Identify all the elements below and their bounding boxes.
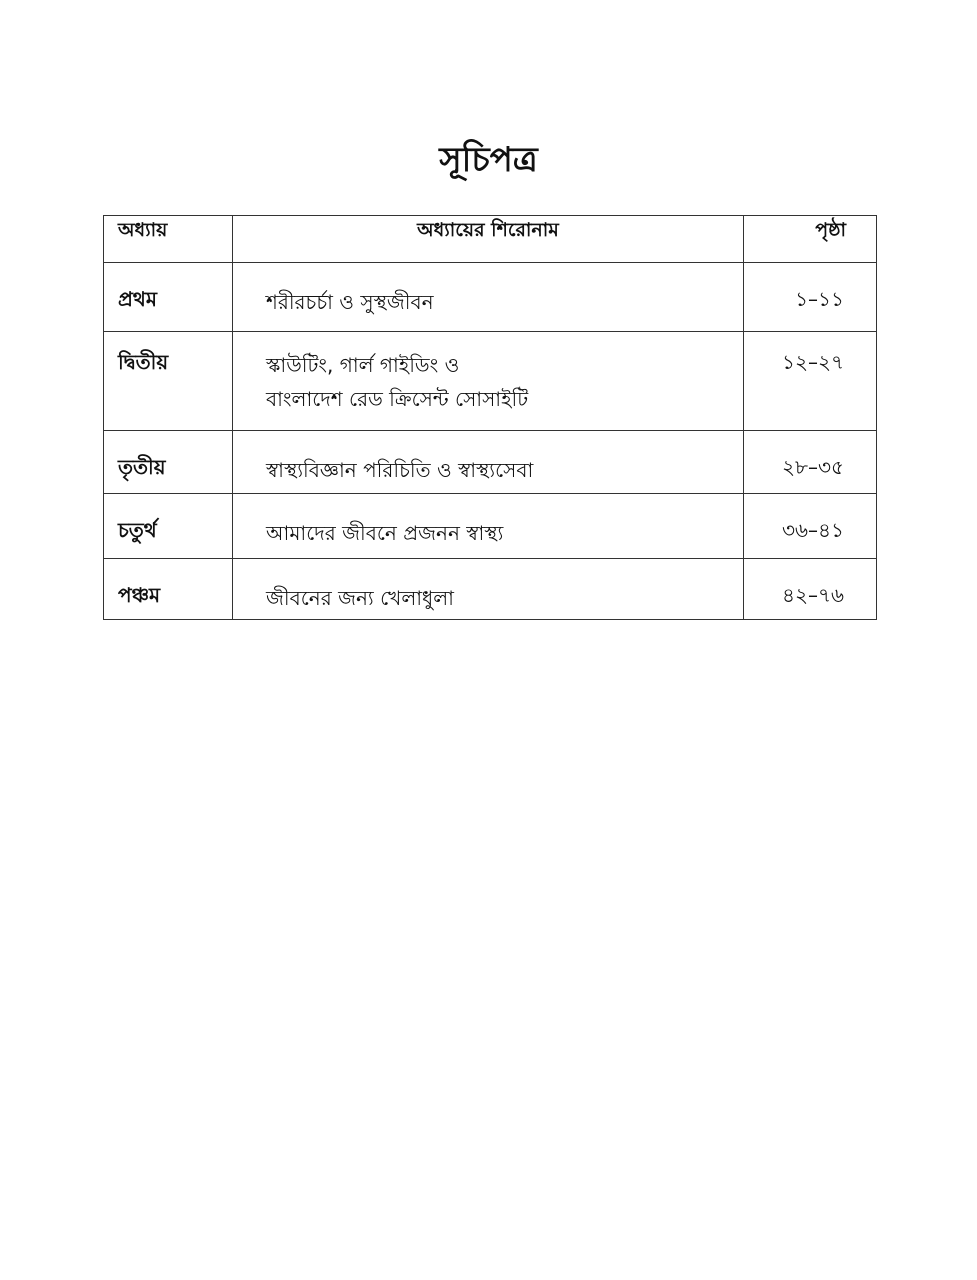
chapter-title-line: বাংলাদেশ রেড ক্রিসেন্ট সোসাইটি	[266, 387, 529, 411]
table-row	[104, 494, 877, 559]
page-title: সূচিপত্র	[439, 140, 538, 180]
table-of-contents	[103, 215, 877, 620]
chapter-name: পঞ্চম	[104, 559, 233, 620]
chapter-title	[233, 559, 744, 620]
page-range: ১২–২৭	[744, 332, 877, 431]
header-page: পৃষ্ঠা	[744, 216, 877, 263]
chapter-title-line: শরীরচর্চা ও সুস্থজীবন	[266, 290, 434, 314]
table-row	[104, 332, 877, 431]
page-range: ২৮–৩৫	[744, 431, 877, 494]
chapter-title	[233, 431, 744, 494]
chapter-name: তৃতীয়	[104, 431, 233, 494]
chapter-title	[233, 263, 744, 332]
table-header-row	[104, 216, 877, 263]
page-range: ৪২–৭৬	[744, 559, 877, 620]
chapter-name: চতুর্থ	[104, 494, 233, 559]
chapter-name: দ্বিতীয়	[104, 332, 233, 431]
chapter-title-line: আমাদের জীবনে প্রজনন স্বাস্থ্য	[266, 521, 504, 545]
chapter-name: প্রথম	[104, 263, 233, 332]
page-range: ১–১১	[744, 263, 877, 332]
chapter-title-line: স্বাস্থ্যবিজ্ঞান পরিচিতি ও স্বাস্থ্যসেবা	[266, 458, 534, 482]
page-range: ৩৬–৪১	[744, 494, 877, 559]
header-chapter-title: অধ্যায়ের শিরোনাম	[233, 216, 744, 263]
table-row	[104, 559, 877, 620]
table-row	[104, 263, 877, 332]
chapter-title-line: জীবনের জন্য খেলাধুলা	[266, 586, 454, 610]
chapter-title	[233, 494, 744, 559]
table-row	[104, 431, 877, 494]
chapter-title-line: স্কাউটিং, গার্ল গাইডিং ও	[266, 353, 460, 377]
header-chapter: অধ্যায়	[104, 216, 233, 263]
chapter-title	[233, 332, 744, 431]
